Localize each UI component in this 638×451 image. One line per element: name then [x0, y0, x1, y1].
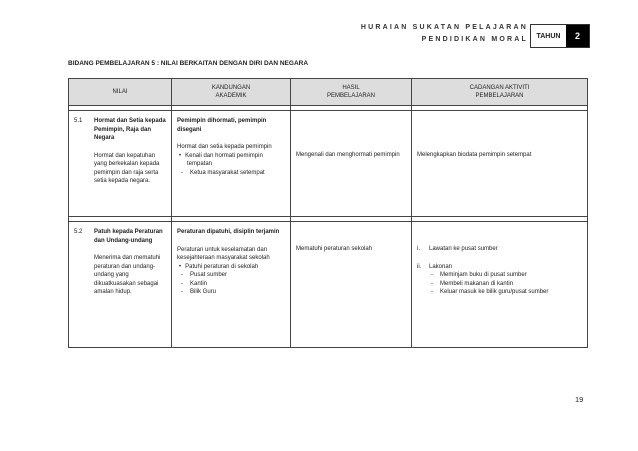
aktiviti-dash-item: - Meminjam buku di pusat sumber: [441, 271, 583, 280]
aktiviti-marker: i.: [417, 246, 420, 252]
table-row: [69, 222, 588, 348]
nilai-cell: [69, 222, 172, 348]
aktiviti-dash-item: - Membeli makanan di kantin: [441, 280, 583, 289]
aktiviti-marker: ii.: [417, 263, 422, 270]
table-row: [69, 111, 588, 217]
nilai-title: Patuh kepada Peraturan dan Undang-undang: [94, 229, 163, 244]
header-title-line2: PENDIDIKAN MORAL: [421, 36, 528, 43]
col-kandungan-line1: KANDUNGAN: [211, 85, 251, 91]
aktiviti-cell: [412, 222, 588, 348]
document-header-title: [361, 22, 528, 46]
col-header-nilai: [69, 79, 172, 106]
nilai-description: Hormat dan kepatuhan yang berkekalan kepada pemimpin dan raja serta setia kepada negara.: [94, 152, 160, 184]
tahun-label: TAHUN: [536, 32, 561, 40]
hasil-cell: [291, 222, 412, 348]
kandungan-bullet: • Kenali dan hormati pemimpin tempatan: [187, 152, 286, 169]
kandungan-description: Hormat dan setia kepada pemimpin: [177, 144, 272, 150]
col-header-hasil: [291, 79, 412, 106]
aktiviti-item: [417, 263, 583, 272]
nilai-number: 5.2: [74, 229, 83, 235]
aktiviti-text: Melengkapkan biodata pemimpin setempat: [417, 152, 532, 158]
kandungan-description: Peraturan untuk keselamatan dan kesejahteraan masyarakat sekolah: [177, 246, 270, 261]
col-hasil-line2: PEMBELAJARAN: [326, 93, 375, 99]
syllabus-table: [68, 78, 588, 348]
kandungan-dash-item: - Kantin: [191, 280, 286, 289]
tahun-badge: [530, 24, 590, 48]
col-nilai-label: NILAI: [112, 89, 128, 95]
kandungan-dash-item: - Pusat sumber: [191, 271, 286, 280]
col-kandungan-line2: AKADEMIK: [215, 93, 247, 99]
header-title-line1: HURAIAN SUKATAN PELAJARAN: [360, 24, 528, 31]
nilai-description: Menerima dan mematuhi peraturan dan undang-undang yang dikuatkuasakan sebagai amalan hidup.: [94, 255, 161, 295]
hasil-text: Mematuhi peraturan sekolah: [296, 246, 373, 252]
kandungan-title: Peraturan dipatuhi, disiplin terjamin: [177, 229, 280, 235]
tahun-value: 2: [566, 25, 589, 47]
aktiviti-dash-item: - Keluar masuk ke bilik guru/pusat sumber: [441, 288, 583, 297]
col-cadangan-line2: PEMBELAJARAN: [475, 93, 524, 99]
aktiviti-item: [417, 245, 583, 254]
col-header-cadangan: [412, 79, 588, 106]
kandungan-cell: [172, 222, 291, 348]
bidang-heading: BIDANG PEMBELAJARAN 5 : NILAI BERKAITAN DENGAN DIRI DAN NEGARA: [68, 60, 309, 67]
kandungan-cell: [172, 111, 291, 217]
page-number: 19: [575, 395, 584, 404]
kandungan-title: Pemimpin dihormati, pemimpin disegani: [177, 118, 267, 133]
hasil-cell: [291, 111, 412, 217]
kandungan-bullet: • Patuhi peraturan di sekolah: [187, 263, 286, 272]
aktiviti-cell: [412, 111, 588, 217]
kandungan-dash-item: - Ketua masyarakat setempat: [191, 169, 286, 178]
col-cadangan-line1: CADANGAN AKTIVITI: [469, 85, 530, 91]
nilai-title: Hormat dan Setia kepada Pemimpin, Raja dan Negara: [94, 118, 166, 141]
nilai-number: 5.1: [74, 118, 83, 124]
col-hasil-line1: HASIL: [342, 85, 360, 91]
aktiviti-item-text: Lakonan: [429, 263, 453, 270]
kandungan-dash-item: - Bilik Guru: [191, 288, 286, 297]
col-header-kandungan: [172, 79, 291, 106]
nilai-cell: [69, 111, 172, 217]
table-header-row: [69, 79, 588, 106]
aktiviti-item-text: Lawatan ke pusat sumber: [429, 246, 498, 252]
hasil-text: Mengenali dan menghormati pemimpin: [296, 152, 400, 158]
